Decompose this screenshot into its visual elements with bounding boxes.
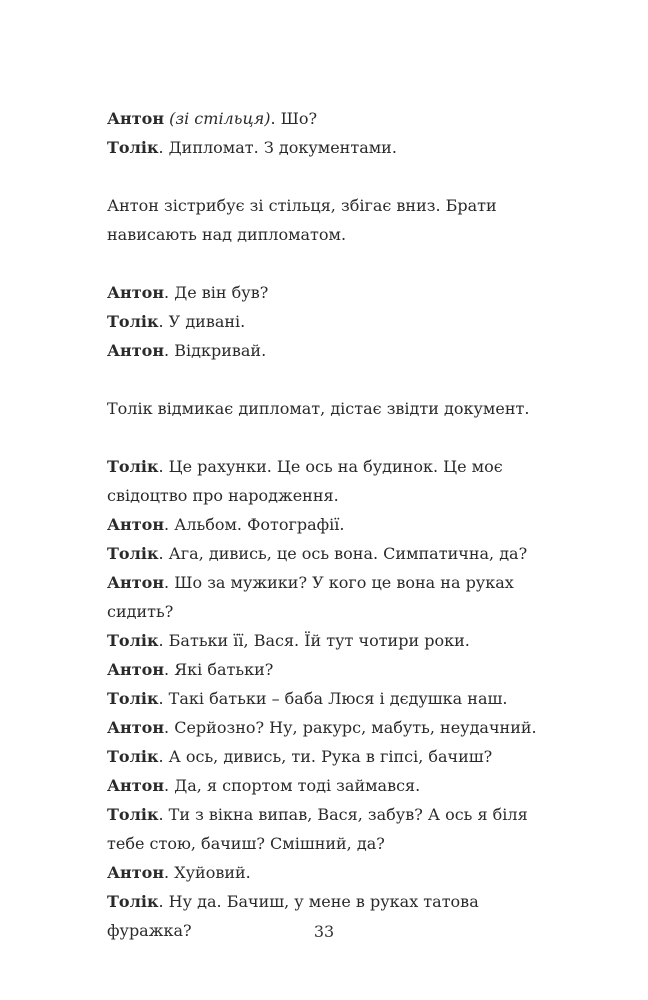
paragraph-gap: [107, 423, 567, 452]
paragraph-gap: [107, 249, 567, 278]
speaker-name: Антон: [107, 109, 165, 128]
speaker-name: Антон: [107, 863, 165, 882]
line-text: . Де він був?: [164, 283, 269, 302]
dialogue-line: [107, 133, 567, 162]
page-text: [107, 104, 567, 945]
dialogue-line: [107, 858, 567, 887]
line-text: . Такі батьки – баба Люся і дєдушка наш.: [158, 689, 508, 708]
line-text: . Шо?: [270, 109, 318, 128]
line-text: . Дипломат. З документами.: [158, 138, 397, 157]
speaker-name: Антон: [107, 283, 165, 302]
speaker-name: Толік: [107, 689, 159, 708]
line-text: . Це рахунки. Це ось на будинок. Це моє свідоцтво про народження.: [107, 457, 503, 505]
line-text: . Серйозно? Ну, ракурс, мабуть, неудачний.: [164, 718, 537, 737]
paragraph-gap: [107, 162, 567, 191]
speaker-name: Толік: [107, 747, 159, 766]
dialogue-line: [107, 800, 567, 858]
line-text: . Які батьки?: [164, 660, 274, 679]
dialogue-line: [107, 742, 567, 771]
speaker-name: Антон: [107, 660, 165, 679]
speaker-name: Толік: [107, 892, 159, 911]
paragraph-gap: [107, 365, 567, 394]
line-text: . А ось, дивись, ти. Рука в гіпсі, бачиш?: [158, 747, 493, 766]
line-text: . Шо за мужики? У кого це вона на руках сидить?: [107, 573, 514, 621]
stage-direction: Антон зістрибує зі стільця, збігає вниз. Брати нависають над дипломатом.: [107, 196, 497, 244]
dialogue-line: [107, 452, 567, 510]
stage-direction: Толік відмикає дипломат, дістає звідти документ.: [107, 399, 530, 418]
stage-remark: (зі стільця): [164, 109, 271, 128]
speaker-name: Антон: [107, 776, 165, 795]
dialogue-line: [107, 539, 567, 568]
dialogue-line: [107, 104, 567, 133]
dialogue-line: [107, 336, 567, 365]
speaker-name: Антон: [107, 341, 165, 360]
speaker-name: Антон: [107, 718, 165, 737]
page-number: 33: [313, 922, 335, 941]
speaker-name: Толік: [107, 312, 159, 331]
dialogue-line: [107, 684, 567, 713]
line-text: . Відкривай.: [164, 341, 267, 360]
speaker-name: Толік: [107, 805, 159, 824]
dialogue-line: [107, 771, 567, 800]
speaker-name: Толік: [107, 138, 159, 157]
line-text: . Ну да. Бачиш, у мене в руках татова фуражка?: [107, 892, 479, 940]
dialogue-line: [107, 655, 567, 684]
line-text: . Ага, дивись, це ось вона. Симпатична, да?: [158, 544, 528, 563]
dialogue-line: [107, 307, 567, 336]
dialogue-line: [107, 626, 567, 655]
speaker-name: Антон: [107, 515, 165, 534]
dialogue-line: [107, 568, 567, 626]
line-text: . Да, я спортом тоді займався.: [164, 776, 421, 795]
line-text: . Батьки її, Вася. Їй тут чотири роки.: [158, 631, 470, 650]
line-text: . Альбом. Фотографії.: [164, 515, 345, 534]
speaker-name: Толік: [107, 544, 159, 563]
line-text: . У дивані.: [158, 312, 246, 331]
line-text: . Ти з вікна випав, Вася, забув? А ось я біля тебе стою, бачиш? Смішний, да?: [107, 805, 528, 853]
speaker-name: Антон: [107, 573, 165, 592]
speaker-name: Толік: [107, 457, 159, 476]
speaker-name: Толік: [107, 631, 159, 650]
dialogue-line: [107, 510, 567, 539]
dialogue-line: [107, 713, 567, 742]
dialogue-line: [107, 278, 567, 307]
line-text: . Хуйовий.: [164, 863, 251, 882]
